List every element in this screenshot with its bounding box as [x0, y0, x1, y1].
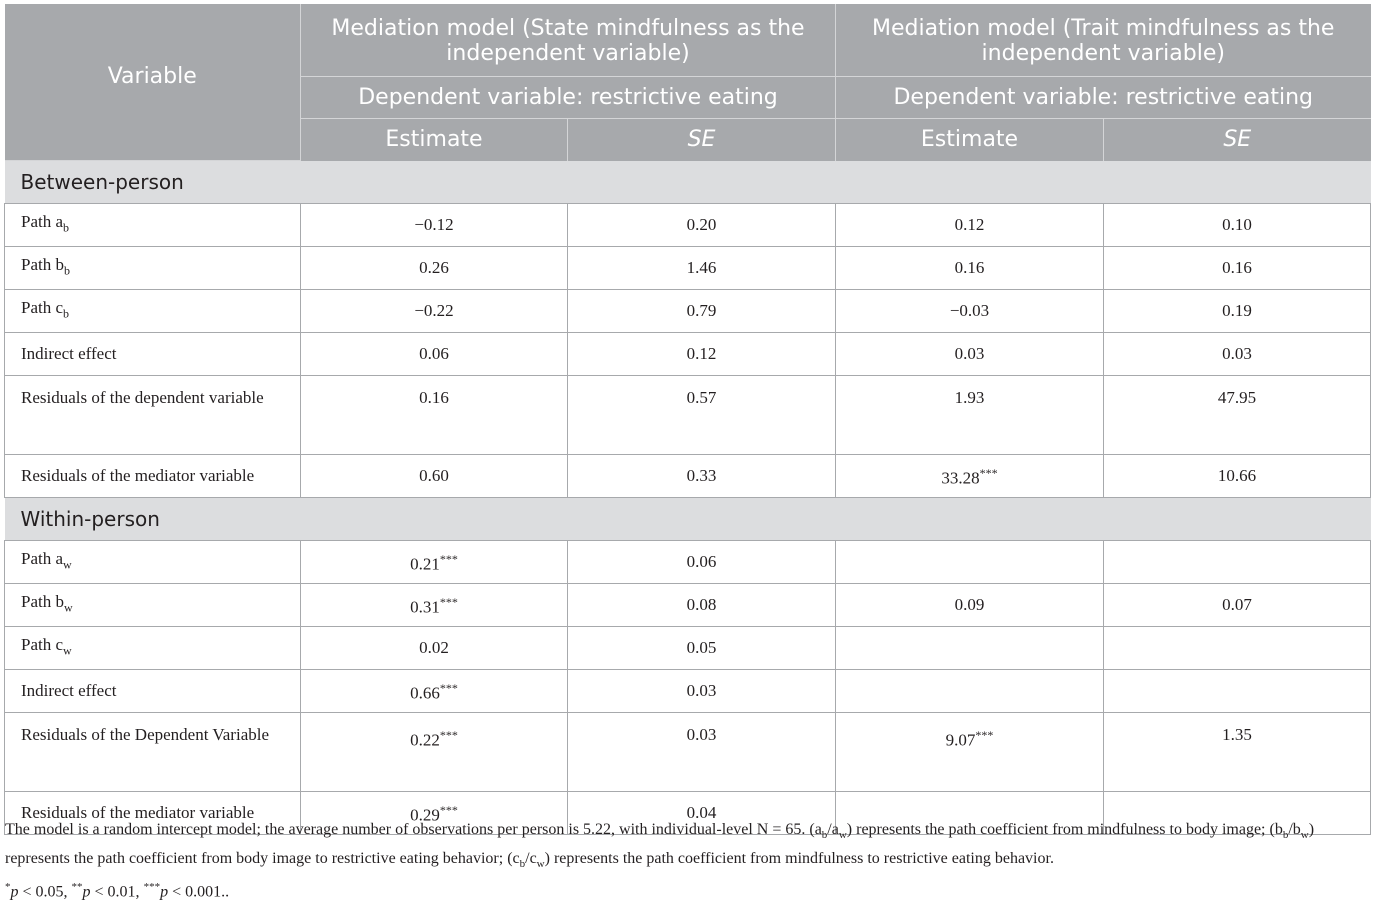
- row-label-text: Path a: [21, 549, 64, 569]
- header-estimate-state: Estimate: [301, 119, 568, 161]
- value-se2: 0.03: [1104, 333, 1371, 376]
- table-row: [5, 627, 1371, 670]
- header-variable: Variable: [5, 4, 301, 161]
- footnote-description: The model is a random intercept model; the average number of observations per person is 5.22, with individual-level N = 65. $(a_b/a_w)$ represents the path coefficient from mindfulness to body image; $(b_b/b_w)$ represents the path coefficient from body image to restrictive eating behavior; $(c_b/c_w)$ represents the path coefficient from mindfulness to restrictive eating behavior.: [5, 821, 1315, 871]
- row-label: [5, 204, 301, 247]
- row-label-subscript: w: [63, 643, 72, 658]
- row-label-subscript: w: [63, 557, 72, 572]
- section-heading: Within-person: [5, 498, 1371, 541]
- value-se1: 1.46: [568, 247, 836, 290]
- value-se1: 0.12: [568, 333, 836, 376]
- row-label: [5, 455, 301, 498]
- table-row: [5, 713, 1371, 792]
- value-est2: 33.28***: [836, 455, 1104, 498]
- value-est2: 0.03: [836, 333, 1104, 376]
- value-est2: 1.93: [836, 376, 1104, 455]
- table-row: [5, 376, 1371, 455]
- value-est1: 0.02: [301, 627, 568, 670]
- row-label-text: Residuals of the dependent variable: [21, 388, 264, 407]
- value-est1: 0.21***: [301, 541, 568, 584]
- table-footnote: [5, 818, 1371, 904]
- value-se1: 0.03: [568, 713, 836, 792]
- row-label-subscript: w: [63, 600, 73, 615]
- value-est2: −0.03: [836, 290, 1104, 333]
- value-se1: 0.33: [568, 455, 836, 498]
- header-estimate-trait: Estimate: [836, 119, 1104, 161]
- row-label-text: Path b: [21, 255, 64, 275]
- row-label: [5, 290, 301, 333]
- value-est1: −0.22: [301, 290, 568, 333]
- value-est1: 0.22***: [301, 713, 568, 792]
- value-se2: 0.16: [1104, 247, 1371, 290]
- table-body: [5, 161, 1371, 835]
- value-se2: 0.07: [1104, 584, 1371, 627]
- value-se2: [1104, 627, 1371, 670]
- value-est2: [836, 541, 1104, 584]
- mediation-results-table: [4, 4, 1371, 835]
- table-row: [5, 455, 1371, 498]
- table-row: [5, 333, 1371, 376]
- footnote-significance: *p < 0.05, **p < 0.01, ***p < 0.001..: [5, 881, 230, 901]
- value-est2: 0.16: [836, 247, 1104, 290]
- value-se1: 0.08: [568, 584, 836, 627]
- table-row: [5, 290, 1371, 333]
- row-label-text: Path b: [21, 592, 64, 612]
- value-se2: [1104, 670, 1371, 713]
- value-se2: [1104, 541, 1371, 584]
- value-se1: 0.06: [568, 541, 836, 584]
- row-label: [5, 376, 301, 455]
- value-est2: [836, 627, 1104, 670]
- table-row: [5, 541, 1371, 584]
- row-label-text: Residuals of the Dependent Variable: [21, 725, 270, 744]
- row-label-text: Indirect effect: [21, 344, 117, 363]
- value-se1: 0.04: [568, 792, 836, 835]
- row-label: [5, 541, 301, 584]
- value-se1: 0.79: [568, 290, 836, 333]
- value-est2: 0.12: [836, 204, 1104, 247]
- row-label: [5, 670, 301, 713]
- header-model-trait: Mediation model (Trait mindfulness as the independent variable): [836, 4, 1371, 77]
- header-se-state: SE: [568, 119, 836, 161]
- row-label-subscript: b: [63, 220, 70, 235]
- value-est1: 0.60: [301, 455, 568, 498]
- value-est2: 0.09: [836, 584, 1104, 627]
- value-se1: 0.57: [568, 376, 836, 455]
- value-est1: 0.26: [301, 247, 568, 290]
- header-dependent-state: Dependent variable: restrictive eating: [301, 77, 836, 119]
- value-est1: 0.66***: [301, 670, 568, 713]
- results-table-container: [4, 4, 1370, 835]
- table-row: [5, 584, 1371, 627]
- value-se2: 0.19: [1104, 290, 1371, 333]
- row-label-text: Residuals of the mediator variable: [21, 803, 255, 822]
- row-label: [5, 713, 301, 792]
- table-row: [5, 247, 1371, 290]
- value-est1: 0.31***: [301, 584, 568, 627]
- value-se2: 10.66: [1104, 455, 1371, 498]
- row-label: [5, 333, 301, 376]
- value-est1: 0.16: [301, 376, 568, 455]
- row-label-text: Residuals of the mediator variable: [21, 466, 255, 485]
- value-se1: 0.05: [568, 627, 836, 670]
- row-label-text: Path c: [21, 635, 64, 655]
- row-label-text: Path c: [21, 298, 64, 318]
- value-est1: −0.12: [301, 204, 568, 247]
- row-label: [5, 584, 301, 627]
- table-row: [5, 670, 1371, 713]
- row-label-subscript: b: [63, 263, 70, 278]
- row-label-text: Indirect effect: [21, 681, 117, 700]
- value-est2: 9.07***: [836, 713, 1104, 792]
- row-label-text: Path a: [21, 212, 64, 232]
- value-est2: [836, 670, 1104, 713]
- table-row: [5, 204, 1371, 247]
- value-se1: 0.03: [568, 670, 836, 713]
- value-est1: 0.29***: [301, 792, 568, 835]
- value-est1: 0.06: [301, 333, 568, 376]
- value-se2: 0.10: [1104, 204, 1371, 247]
- row-label: [5, 627, 301, 670]
- section-heading: Between-person: [5, 161, 1371, 204]
- header-model-state: Mediation model (State mindfulness as the independent variable): [301, 4, 836, 77]
- header-dependent-trait: Dependent variable: restrictive eating: [836, 77, 1371, 119]
- header-se-trait: SE: [1104, 119, 1371, 161]
- row-label: [5, 247, 301, 290]
- value-se2: 1.35: [1104, 713, 1371, 792]
- row-label-subscript: b: [63, 306, 70, 321]
- value-se2: 47.95: [1104, 376, 1371, 455]
- value-se1: 0.20: [568, 204, 836, 247]
